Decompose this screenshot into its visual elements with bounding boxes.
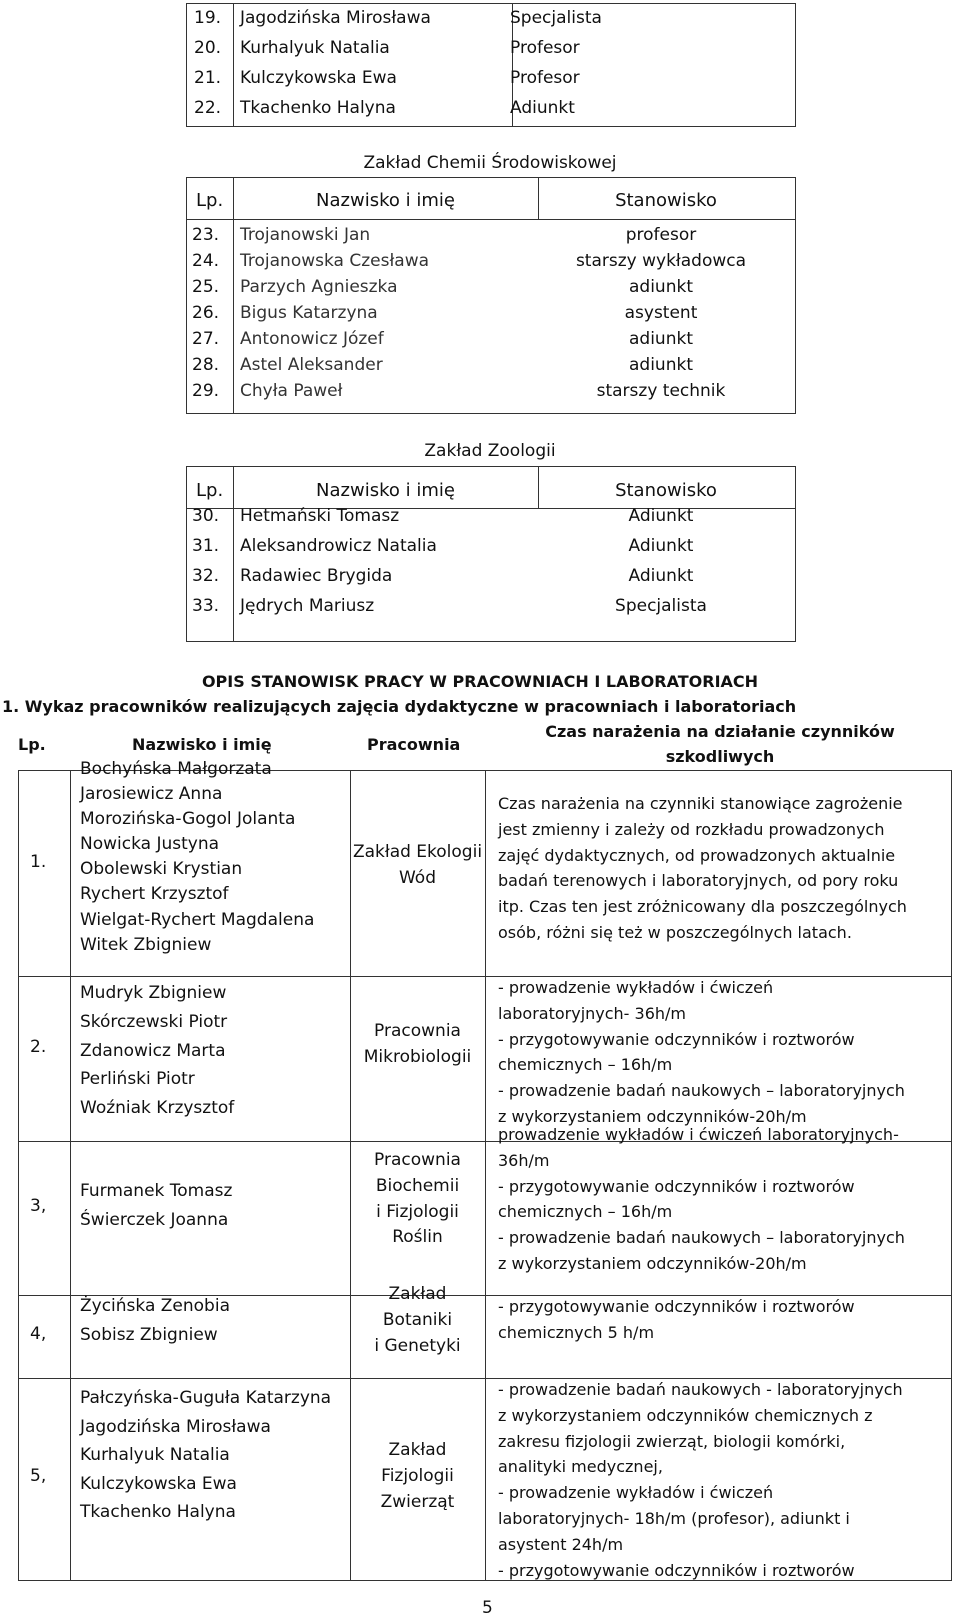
employee-name: Nowicka Justyna [80, 834, 220, 855]
lab-name-line: i Genetyki [374, 1335, 461, 1356]
table1-row-name: Kurhalyuk Natalia [240, 38, 390, 58]
table2-row-number: 28. [192, 355, 220, 375]
employee-name: Skórczewski Piotr [80, 1011, 228, 1032]
table4-row-lab [350, 1282, 485, 1359]
table2-row-position: starszy technik [596, 381, 726, 401]
table3-row-position: Adiunkt [628, 566, 694, 586]
employee-name: Pałczyńska-Guguła Katarzyna [80, 1388, 332, 1408]
table2-row-name: Bigus Katarzyna [240, 303, 378, 323]
table2-row-name: Trojanowska Czesława [240, 251, 430, 271]
section-title: OPIS STANOWISK PRACY W PRACOWNIACH I LABORATORIACH [201, 672, 759, 691]
lab-name-line: Biochemii [375, 1175, 460, 1196]
table2-caption: Zakład Chemii Środowiskowej [363, 153, 617, 173]
table3-row-position: Specjalista [615, 596, 707, 616]
table4-header-time-2: szkodliwych [665, 747, 775, 766]
table1-row-number: 22. [194, 98, 222, 118]
table2-row-position: asystent [624, 303, 698, 323]
lab-name-line: Mikrobiologii [363, 1046, 472, 1067]
employee-name: Woźniak Krzysztof [80, 1098, 235, 1119]
table1-row-position: Profesor [510, 68, 580, 88]
table2-row-number: 25. [192, 277, 220, 297]
table1-row-name: Jagodzińska Mirosława [240, 8, 431, 28]
table3-row-name: Radawiec Brygida [240, 566, 393, 586]
table2-row-name: Parzych Agnieszka [240, 277, 398, 297]
table3-row-position: Adiunkt [628, 506, 694, 526]
table3-row-name: Aleksandrowicz Natalia [240, 536, 437, 556]
table3-header-name: Nazwisko i imię [316, 480, 455, 501]
table1-row-position: Profesor [510, 38, 580, 58]
description-line: z wykorzystaniem odczynników chemicznych z [498, 1405, 873, 1425]
description-line: itp. Czas ten jest zróżnicowany dla poszczególnych [498, 897, 907, 917]
employee-name: Mudryk Zbigniew [80, 983, 227, 1003]
table2-row-position: adiunkt [629, 277, 693, 297]
table3-header-lp: Lp. [196, 480, 224, 501]
table2-row-position: adiunkt [629, 329, 693, 349]
table4-header-lp: Lp. [18, 735, 46, 754]
table3-caption: Zakład Zoologii [424, 441, 556, 461]
table3-row-name: Hetmański Tomasz [240, 506, 400, 526]
description-line: zajęć dydaktycznych, od prowadzonych aktualnie [498, 845, 896, 865]
table1-row-position: Specjalista [510, 8, 602, 28]
description-line: prowadzenie wykładów i ćwiczeń laboratoryjnych- [498, 1125, 899, 1144]
table3-row-number: 30. [192, 506, 220, 526]
table4-row-lab [350, 1438, 485, 1515]
employee-name: Obolewski Krystian [80, 859, 243, 880]
description-line: chemicznych 5 h/m [498, 1322, 655, 1342]
description-line: - prowadzenie wykładów i ćwiczeń [498, 978, 774, 997]
employee-name: Zdanowicz Marta [80, 1040, 226, 1061]
employee-name: Wielgat-Rychert Magdalena [80, 909, 315, 930]
table1-row-name: Kulczykowska Ewa [240, 68, 397, 88]
table4-row-description [498, 975, 905, 1130]
table2-row-name: Trojanowski Jan [240, 225, 371, 245]
table4-row-description [498, 1294, 855, 1346]
table1-row-number: 20. [194, 38, 222, 58]
table3-row-number: 33. [192, 596, 220, 616]
lab-name-line: Roślin [392, 1227, 443, 1248]
description-line: - prowadzenie badań naukowych – laboratoryjnych [498, 1081, 905, 1101]
table4-row-number: 1. [30, 852, 47, 872]
description-line: - prowadzenie badań naukowych - laboratoryjnych [498, 1380, 903, 1399]
table1-row-position: Adiunkt [510, 98, 575, 118]
table4-row-names [80, 1177, 232, 1235]
description-line: z wykorzystaniem odczynników-20h/m [498, 1253, 807, 1273]
employee-name: Jagodzińska Mirosława [80, 1416, 271, 1437]
description-line: chemicznych – 16h/m [498, 1202, 673, 1222]
lab-name-line: Zakład [388, 1440, 447, 1460]
table2-row-position: adiunkt [629, 355, 693, 375]
table2-header-name: Nazwisko i imię [316, 190, 455, 211]
lab-name-line: Wód [398, 867, 436, 888]
table2-row-name: Antonowicz Józef [240, 329, 384, 349]
description-line: - przygotowywanie odczynników i roztworów [498, 1176, 855, 1196]
employee-name: Życińska Zenobia [80, 1296, 230, 1316]
table1-row-number: 19. [194, 8, 222, 28]
description-line: - przygotowywanie odczynników i roztworów [498, 1297, 855, 1316]
table2-row-position: starszy wykładowca [575, 251, 747, 271]
table2-header-position: Stanowisko [615, 190, 717, 211]
table4-row-names [80, 757, 314, 958]
description-line: laboratoryjnych- 36h/m [498, 1003, 687, 1023]
table2-row-number: 26. [192, 303, 220, 323]
lab-name-line: Pracownia [374, 1021, 461, 1041]
table4-row-number: 4, [30, 1324, 47, 1344]
description-line: Czas narażenia na czynniki stanowiące zagrożenie [498, 794, 903, 813]
description-line: - przygotowywanie odczynników i roztworów [498, 1029, 855, 1049]
employee-name: Jarosiewicz Anna [80, 784, 223, 805]
description-line: - przygotowywanie odczynników i roztworów [498, 1560, 855, 1580]
table4-header-lab: Pracownia [367, 735, 461, 754]
table4-row-number: 5, [30, 1466, 47, 1486]
table4-row-number: 2. [30, 1037, 47, 1057]
employee-name: Perliński Piotr [80, 1069, 195, 1090]
lab-name-line: Zakład Ekologii [352, 842, 483, 862]
description-line: analityki medycznej, [498, 1457, 663, 1477]
table4-row-lab [350, 1148, 485, 1251]
table4-header-name: Nazwisko i imię [132, 735, 272, 754]
employee-name: Kurhalyuk Natalia [80, 1445, 230, 1466]
employee-name: Bochyńska Małgorzata [80, 759, 272, 779]
description-line: chemicznych – 16h/m [498, 1055, 673, 1075]
description-line: - prowadzenie badań naukowych – laboratoryjnych [498, 1228, 905, 1248]
table1-row-name: Tkachenko Halyna [240, 98, 396, 118]
table2-row-position: profesor [625, 225, 697, 245]
description-line: osób, różni się też w poszczególnych latach. [498, 922, 852, 942]
employee-name: Sobisz Zbigniew [80, 1324, 218, 1345]
table3-header-position: Stanowisko [615, 480, 717, 501]
lab-name-line: i Fizjologii [376, 1201, 459, 1222]
table2-row-number: 24. [192, 251, 220, 271]
table2-row-number: 23. [192, 225, 220, 245]
table4-row-lab [350, 840, 485, 892]
table2-row-number: 27. [192, 329, 220, 349]
employee-name: Furmanek Tomasz [80, 1181, 233, 1201]
table4-row-names [80, 979, 234, 1123]
table2-row-name: Astel Aleksander [240, 355, 383, 375]
table3-row-name: Jędrych Mariusz [240, 596, 375, 616]
employee-name: Tkachenko Halyna [80, 1502, 236, 1523]
page-number: 5 [482, 1598, 493, 1618]
table4-row-number: 3, [30, 1196, 47, 1216]
table2-row-number: 29. [192, 381, 220, 401]
table3-row-number: 31. [192, 536, 220, 556]
description-line: zakresu fizjologii zwierząt, biologii komórki, [498, 1431, 846, 1451]
employee-name: Świerczek Joanna [80, 1209, 229, 1230]
description-line: jest zmienny i zależy od rozkładu prowadzonych [498, 819, 885, 839]
lab-name-line: Zakład [388, 1284, 447, 1304]
description-line: asystent 24h/m [498, 1534, 624, 1554]
table4-row-description [498, 1377, 903, 1583]
table3-row-number: 32. [192, 566, 220, 586]
table2-header-lp: Lp. [196, 190, 224, 211]
table4-header-time-1: Czas narażenia na działanie czynników [545, 722, 895, 741]
description-line: 36h/m [498, 1150, 550, 1170]
lab-name-line: Zwierząt [380, 1491, 455, 1512]
employee-name: Rychert Krzysztof [80, 884, 229, 905]
description-line: - prowadzenie wykładów i ćwiczeń [498, 1483, 774, 1503]
employee-name: Kulczykowska Ewa [80, 1473, 237, 1494]
lab-name-line: Botaniki [382, 1309, 453, 1330]
table4-row-lab [350, 1019, 485, 1071]
description-line: laboratoryjnych- 18h/m (profesor), adiunkt i [498, 1508, 850, 1528]
table2-row-name: Chyła Paweł [240, 381, 343, 401]
table4-row-names [80, 1384, 331, 1527]
table1-row-number: 21. [194, 68, 222, 88]
description-line: badań terenowych i laboratoryjnych, od pory roku [498, 871, 899, 891]
description-line: z wykorzystaniem odczynników-20h/m [498, 1106, 807, 1126]
lab-name-line: Pracownia [374, 1150, 461, 1170]
section-subtitle: 1. Wykaz pracowników realizujących zajęcia dydaktyczne w pracowniach i laboratoriach [2, 697, 797, 716]
table4-row-description [498, 1122, 905, 1277]
table4-row-description [498, 791, 907, 946]
table4-row-names [80, 1292, 230, 1350]
lab-name-line: Fizjologii [381, 1465, 454, 1486]
employee-name: Morozińska-Gogol Jolanta [80, 809, 296, 830]
employee-name: Witek Zbigniew [80, 934, 212, 955]
table3-row-position: Adiunkt [628, 536, 694, 556]
